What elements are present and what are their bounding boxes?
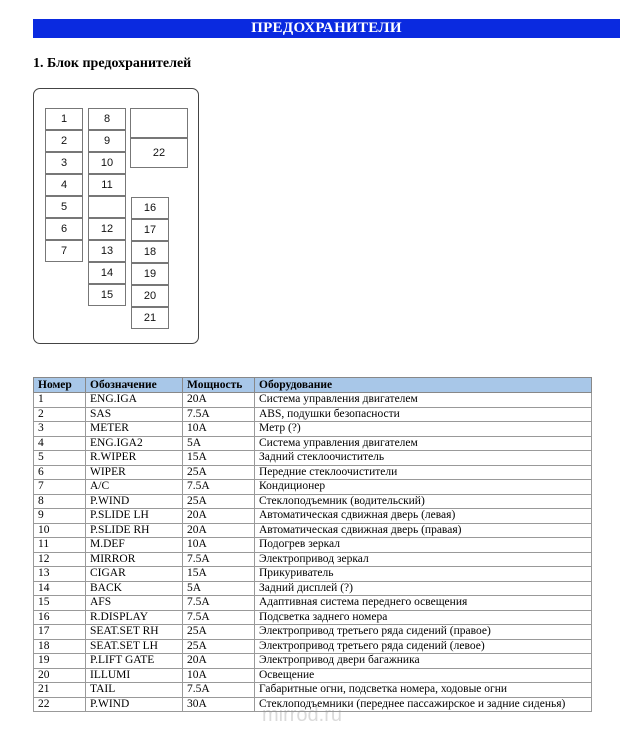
cell-code: ENG.IGA2 <box>86 436 183 451</box>
cell-amperage: 7.5A <box>183 407 255 422</box>
cell-equipment: Автоматическая сдвижная дверь (правая) <box>255 523 592 538</box>
table-row <box>34 538 592 553</box>
header-code: Обозначение <box>86 378 183 393</box>
fuse-slot: 9 <box>88 130 126 152</box>
fuse-slot-empty <box>130 108 188 138</box>
cell-amperage: 10A <box>183 422 255 437</box>
cell-amperage: 20A <box>183 654 255 669</box>
fuse-slot: 4 <box>45 174 83 196</box>
cell-amperage: 25A <box>183 465 255 480</box>
cell-number: 5 <box>34 451 86 466</box>
cell-number: 8 <box>34 494 86 509</box>
table-row <box>34 639 592 654</box>
table-row <box>34 552 592 567</box>
cell-number: 7 <box>34 480 86 495</box>
header-equipment: Оборудование <box>255 378 592 393</box>
fuse-slot: 7 <box>45 240 83 262</box>
cell-amperage: 25A <box>183 494 255 509</box>
table-row <box>34 422 592 437</box>
fuse-slot: 2 <box>45 130 83 152</box>
cell-equipment: Стеклоподъемники (переднее пассажирское и задние сиденья) <box>255 697 592 712</box>
cell-equipment: Система управления двигателем <box>255 436 592 451</box>
cell-number: 17 <box>34 625 86 640</box>
cell-number: 19 <box>34 654 86 669</box>
cell-number: 18 <box>34 639 86 654</box>
fuse-slot: 19 <box>131 263 169 285</box>
fuse-slot: 10 <box>88 152 126 174</box>
cell-number: 12 <box>34 552 86 567</box>
table-row <box>34 465 592 480</box>
cell-code: WIPER <box>86 465 183 480</box>
table-row <box>34 523 592 538</box>
cell-number: 2 <box>34 407 86 422</box>
cell-code: AFS <box>86 596 183 611</box>
table-row <box>34 654 592 669</box>
fuse-slot-empty <box>88 196 126 218</box>
cell-equipment: Задний дисплей (?) <box>255 581 592 596</box>
cell-number: 15 <box>34 596 86 611</box>
table-row <box>34 393 592 408</box>
cell-code: BACK <box>86 581 183 596</box>
table-row <box>34 668 592 683</box>
cell-amperage: 10A <box>183 668 255 683</box>
cell-amperage: 7.5A <box>183 683 255 698</box>
watermark: mirrod.ru <box>262 704 343 726</box>
fuse-slot: 21 <box>131 307 169 329</box>
table-row <box>34 480 592 495</box>
cell-number: 3 <box>34 422 86 437</box>
header-amperage: Мощность <box>183 378 255 393</box>
cell-equipment: Стеклоподъемник (водительский) <box>255 494 592 509</box>
cell-number: 11 <box>34 538 86 553</box>
fuse-slot: 15 <box>88 284 126 306</box>
cell-amperage: 20A <box>183 509 255 524</box>
cell-equipment: Адаптивная система переднего освещения <box>255 596 592 611</box>
cell-amperage: 7.5A <box>183 480 255 495</box>
cell-equipment: Прикуриватель <box>255 567 592 582</box>
table-row <box>34 509 592 524</box>
cell-code: P.WIND <box>86 494 183 509</box>
cell-code: CIGAR <box>86 567 183 582</box>
cell-equipment: Электропривод зеркал <box>255 552 592 567</box>
cell-amperage: 5A <box>183 436 255 451</box>
fuse-slot: 20 <box>131 285 169 307</box>
cell-code: TAIL <box>86 683 183 698</box>
cell-equipment: Передние стеклоочистители <box>255 465 592 480</box>
cell-equipment: Метр (?) <box>255 422 592 437</box>
fuse-slot: 16 <box>131 197 169 219</box>
cell-equipment: Габаритные огни, подсветка номера, ходовые огни <box>255 683 592 698</box>
table-header-row <box>34 378 592 393</box>
cell-number: 21 <box>34 683 86 698</box>
cell-code: R.DISPLAY <box>86 610 183 625</box>
cell-code: SEAT.SET LH <box>86 639 183 654</box>
cell-equipment: Система управления двигателем <box>255 393 592 408</box>
cell-number: 22 <box>34 697 86 712</box>
cell-number: 10 <box>34 523 86 538</box>
cell-number: 1 <box>34 393 86 408</box>
fuse-slot: 11 <box>88 174 126 196</box>
cell-equipment: Задний стеклоочиститель <box>255 451 592 466</box>
cell-equipment: Освещение <box>255 668 592 683</box>
section-title: 1. Блок предохранителей <box>33 56 192 71</box>
fuse-slot: 8 <box>88 108 126 130</box>
cell-equipment: Кондиционер <box>255 480 592 495</box>
table-row <box>34 581 592 596</box>
table-row <box>34 436 592 451</box>
table-row <box>34 683 592 698</box>
cell-equipment: Подсветка заднего номера <box>255 610 592 625</box>
cell-number: 9 <box>34 509 86 524</box>
cell-number: 13 <box>34 567 86 582</box>
cell-number: 20 <box>34 668 86 683</box>
cell-equipment: Электропривод третьего ряда сидений (правое) <box>255 625 592 640</box>
cell-code: A/C <box>86 480 183 495</box>
cell-code: ENG.IGA <box>86 393 183 408</box>
fuse-slot: 18 <box>131 241 169 263</box>
fuse-slot: 12 <box>88 218 126 240</box>
cell-code: P.LIFT GATE <box>86 654 183 669</box>
cell-amperage: 30A <box>183 697 255 712</box>
table-row <box>34 494 592 509</box>
fuse-slot: 13 <box>88 240 126 262</box>
cell-amperage: 15A <box>183 567 255 582</box>
cell-code: SAS <box>86 407 183 422</box>
page-title: ПРЕДОХРАНИТЕЛИ <box>251 20 402 36</box>
header-number: Номер <box>34 378 86 393</box>
fuse-slot: 17 <box>131 219 169 241</box>
fuse-slot: 1 <box>45 108 83 130</box>
fuse-slot: 3 <box>45 152 83 174</box>
cell-number: 4 <box>34 436 86 451</box>
cell-code: P.WIND <box>86 697 183 712</box>
cell-amperage: 5A <box>183 581 255 596</box>
cell-amperage: 15A <box>183 451 255 466</box>
fuse-slot: 14 <box>88 262 126 284</box>
fuse-slot: 6 <box>45 218 83 240</box>
cell-equipment: Подогрев зеркал <box>255 538 592 553</box>
cell-code: M.DEF <box>86 538 183 553</box>
cell-amperage: 7.5A <box>183 552 255 567</box>
cell-code: P.SLIDE RH <box>86 523 183 538</box>
page-title-bar <box>33 19 620 38</box>
cell-code: R.WIPER <box>86 451 183 466</box>
cell-amperage: 25A <box>183 639 255 654</box>
table-row <box>34 451 592 466</box>
fuse-table <box>33 377 592 712</box>
cell-amperage: 7.5A <box>183 596 255 611</box>
cell-equipment: ABS, подушки безопасности <box>255 407 592 422</box>
cell-code: P.SLIDE LH <box>86 509 183 524</box>
cell-number: 14 <box>34 581 86 596</box>
cell-equipment: Автоматическая сдвижная дверь (левая) <box>255 509 592 524</box>
cell-equipment: Электропривод третьего ряда сидений (левое) <box>255 639 592 654</box>
table-row <box>34 610 592 625</box>
cell-amperage: 20A <box>183 393 255 408</box>
fuse-slot: 5 <box>45 196 83 218</box>
cell-amperage: 20A <box>183 523 255 538</box>
cell-code: SEAT.SET RH <box>86 625 183 640</box>
fuse-box-diagram <box>33 88 199 344</box>
cell-equipment: Электропривод двери багажника <box>255 654 592 669</box>
cell-number: 16 <box>34 610 86 625</box>
fuse-slot: 22 <box>130 138 188 168</box>
table-row <box>34 596 592 611</box>
table-row <box>34 625 592 640</box>
table-row <box>34 407 592 422</box>
cell-number: 6 <box>34 465 86 480</box>
cell-amperage: 25A <box>183 625 255 640</box>
cell-code: METER <box>86 422 183 437</box>
table-row <box>34 697 592 712</box>
cell-code: ILLUMI <box>86 668 183 683</box>
cell-amperage: 7.5A <box>183 610 255 625</box>
cell-code: MIRROR <box>86 552 183 567</box>
table-row <box>34 567 592 582</box>
cell-amperage: 10A <box>183 538 255 553</box>
